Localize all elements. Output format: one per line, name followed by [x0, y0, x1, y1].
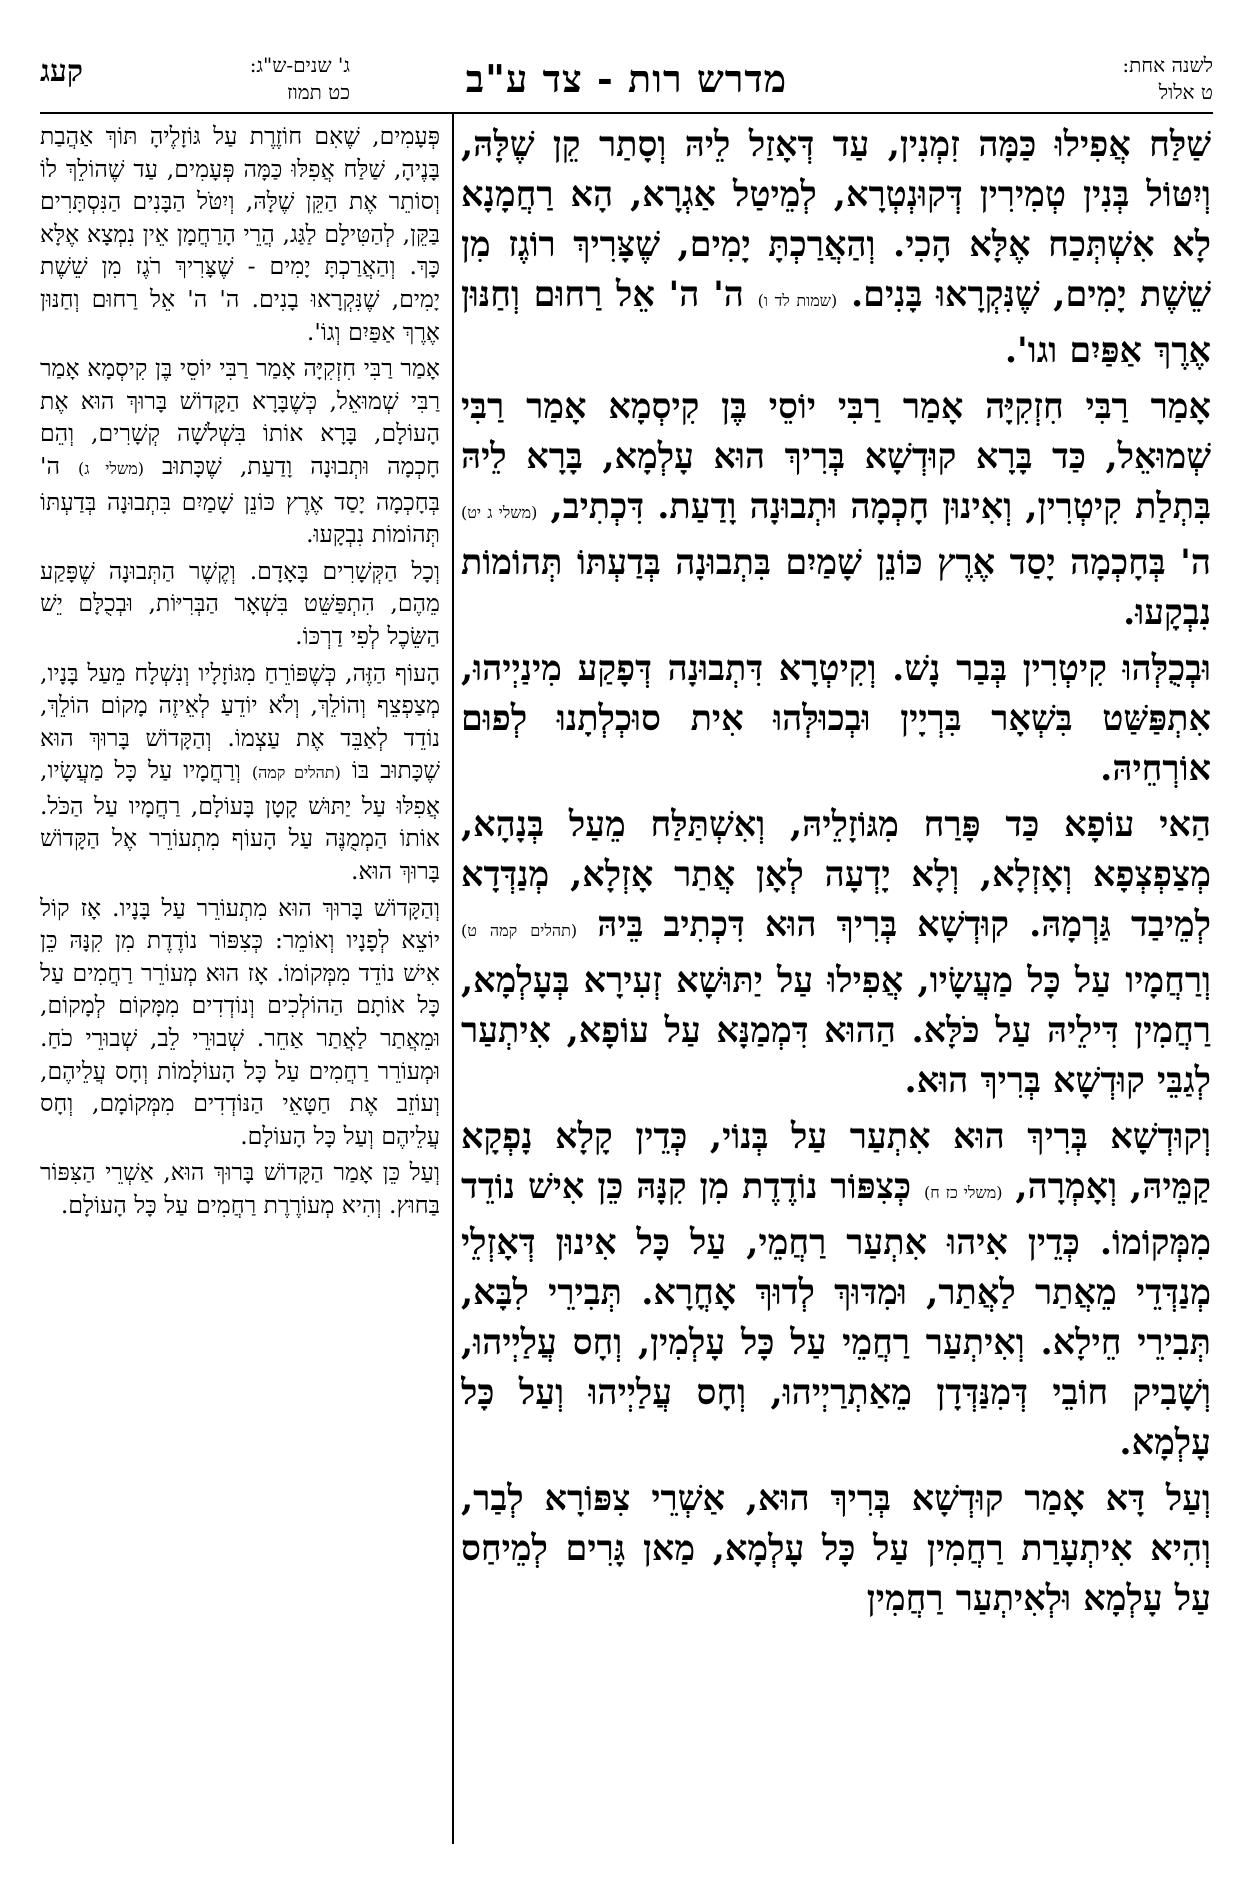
citation: (משלי ג) — [78, 458, 144, 478]
citation: (תהלים קמה ט) — [461, 921, 578, 940]
side-paragraph — [40, 352, 440, 551]
side-text: וְרַחֲמָיו עַל כָּל מַעֲשָׂיו, אֲפִלּוּ עַל יַתּוּשׁ קָטָן בָּעוֹלָם, רַחֲמָיו עַל הַכֹּל. אוֹתוֹ הַמְמֻנֶּה עַל הָעוֹף מִתְעוֹרֵר אֶל הַקָּדוֹשׁ בָּרוּךְ הוּא. — [40, 756, 440, 886]
page-number: קעג — [40, 54, 83, 89]
side-column-hebrew-translation — [40, 120, 440, 1860]
main-paragraph — [461, 382, 1211, 638]
header-left-line2: כט תמוז — [287, 80, 350, 104]
main-text: וּבְכֻלְּהוּ קִיטְרִין בְּבַר נָשׁ. וְקִיטְרָא דִּתְבוּנָה דְּפָקַע מִינַיְיהוּ, אִתְפַּשַּׁט בִּשְׁאָר בִּרְיָין וּבְכוּלְּהוּ אִית סוּכְלְתָנוּ לְפוּם אוֹרְחֵיהּ. — [461, 648, 1211, 789]
citation: (שמות לד ו) — [757, 291, 838, 310]
header-left-dates — [150, 52, 350, 106]
header-right-line1: לשנה אחת: — [1122, 53, 1213, 77]
side-paragraph — [40, 892, 440, 1153]
side-text: ה' בְּחָכְמָה יָסַד אֶרֶץ כּוֹנֵן שָׁמַיִם בִּתְבוּנָה בְּדַעְתּוֹ תְּהוֹמוֹת נִבְקָעוּ. — [40, 451, 440, 549]
side-text: וְכָל הַקְּשָׁרִים בָּאָדָם. וְקֶשֶׁר הַתְּבוּנָה שֶׁפָּקַע מֵהֶם, הִתְפַּשֵּׁט בִּשְׁאָר הַבְּרִיּוֹת, וּבְכֻלָּם יֵשׁ הַשֵּׂכֶל לְפִי דַרְכּוֹ. — [40, 556, 440, 650]
side-paragraph — [40, 1156, 440, 1221]
side-paragraph — [40, 555, 440, 653]
side-paragraph — [40, 657, 440, 888]
main-text: אָמַר רַבִּי חִזְקִיָּה אָמַר רַבִּי יוֹסֵי בֶּן קִיסְמָא אָמַר רַבִּי שְׁמוּאֵל, כַּד בָּרָא קוּדְשָׁא בְּרִיךְ הוּא עָלְמָא, בָּרָא לֵיהּ בִּתְלַת קִיטְרִין, וְאִינוּן חָכְמָה וּתְבוּנָה וָדַעַת. דִּכְתִיב, — [461, 386, 1211, 527]
main-text: וְרַחֲמָיו עַל כָּל מַעֲשָׂיו, אֲפִילוּ עַל יַתּוּשָׁא זְעִירָא בְּעָלְמָא, רַחֲמִין דִּילֵיהּ עַל כֹּלָּא. הַהוּא דִּמְמַנָּא עַל עוֹפָא, אִיתְעַר לְגַבֵּי קוּדְשָׁא בְּרִיךְ הוּא. — [461, 960, 1211, 1101]
side-text: וְעַל כֵּן אָמַר הַקָּדוֹשׁ בָּרוּךְ הוּא, אַשְׁרֵי הַצִּפּוֹר בַּחוּץ. וְהִיא מְעוֹרֶרֶת רַחֲמִים עַל כָּל הָעוֹלָם. — [40, 1158, 440, 1219]
main-paragraph — [461, 800, 1211, 1106]
main-text: וְקוּדְשָׁא בְּרִיךְ הוּא אִתְעַר עַל בְּנוֹי, כְּדֵין קָלָא נָפְקָא קַמֵּיהּ, וְאָמְרָה, — [461, 1116, 1211, 1207]
main-paragraph — [461, 120, 1211, 376]
side-text: הָעוֹף הַזֶּה, כְּשֶׁפּוֹרֵחַ מִגּוֹזָלָיו וְנִשְׁלָח מֵעַל בָּנָיו, מְצַפְצֵף וְהוֹלֵךְ, וְלֹא יוֹדֵעַ לְאֵיזֶה מָקוֹם הוֹלֵךְ, נוֹדֵד לְאַבֵּד אֶת עַצְמוֹ. וְהַקָּדוֹשׁ בָּרוּךְ הוּא שֶׁכָּתוּב בּוֹ — [40, 658, 440, 785]
main-paragraph — [461, 1112, 1211, 1468]
main-text: הַאי עוֹפָא כַּד פָּרַח מִגּוֹזָלֵיהּ, וְאִשְׁתַּלַּח מֵעַל בְּנָהָא, מְצַפְצְפָא וְאָזְלָא, וְלָא יָדְעָה לְאָן אֲתַר אָזְלָא, מְנַדְּדָא לְמֵיבַד גַּרְמָהּ. קוּדְשָׁא בְּרִיךְ הוּא דִּכְתִיב בֵּיהּ — [461, 804, 1211, 945]
header-left-line1: ג' שנים-ש"ג: — [249, 53, 350, 77]
main-text: וְעַל דָּא אָמַר קוּדְשָׁא בְּרִיךְ הוּא, אַשְׁרֵי צִפּוֹרָא לְבַר, וְהִיא אִיתְעָרַת רַחֲמִין עַל כָּל עָלְמָא, מַאן גָּרִים לְמֵיחַס עַל עָלְמָא וּלְאִיתְעַר רַחֲמִין — [461, 1478, 1211, 1619]
citation: (תהלים קמה) — [251, 763, 341, 783]
column-divider — [452, 114, 454, 1844]
side-text: וְהַקָּדוֹשׁ בָּרוּךְ הוּא מִתְעוֹרֵר עַל בָּנָיו. אָז קוֹל יוֹצֵא לְפָנָיו וְאוֹמֵר: כְּצִפּוֹר נוֹדֶדֶת מִן קִנָּהּ כֵּן אִישׁ נוֹדֵד מִמְּקוֹמוֹ. אָז הוּא מְעוֹרֵר רַחֲמִים עַל כָּל אוֹתָם הַהוֹלְכִים וְנוֹדְדִים מִמָּקוֹם לְמָקוֹם, וּמֵאֲתַר לַאֲתַר אַחֵר. שְׁבוּרֵי לֵב, שְׁבוּרֵי כֹחַ. וּמְעוֹרֵר רַחֲמִים עַל כָּל הָעוֹלָמוֹת וְחָס עֲלֵיהֶם, וְעוֹזֵב אֶת חַטָּאֵי הַנּוֹדְדִים מִמְּקוֹמָם, וְחָס עֲלֵיהֶם וְעַל כָּל הָעוֹלָם. — [40, 893, 440, 1150]
citation: (משלי כז ח) — [924, 1183, 1003, 1202]
citation: (משלי ג יט) — [461, 503, 538, 522]
main-paragraph — [461, 644, 1211, 794]
main-paragraph — [461, 1474, 1211, 1624]
main-text: שַׁלַּח אֲפִילוּ כַּמָּה זִמְנִין, עַד דְּאָזַל לֵיהּ וְסָתַר קֵן שֶׁלָּהּ, וְיִטּוֹל בְּנִין טְמִירִין דְּקוּנְטְרָא, לְמֵיטַל אַגְרָא, הָא רַחֲמָנָא לָא אִשְׁתְּכַח אֶלָּא הָכִי. וְהַאֲרַכְתָּ יָמִים, שֶׁצָּרִיךְ רוֹגֶז מִן שֵׁשֶׁת יָמִים, שֶׁנִּקְרָאוּ בָּנִים. — [461, 124, 1211, 315]
main-text: ה' בְּחָכְמָה יָסַד אֶרֶץ כּוֹנֵן שָׁמַיִם בִּתְבוּנָה בְּדַעְתּוֹ תְּהוֹמוֹת נִבְקָעוּ. — [461, 542, 1211, 633]
main-text: כְּצִפּוֹר נוֹדֶדֶת מִן קִנָּהּ כֵּן אִישׁ נוֹדֵד מִמְּקוֹמוֹ. כְּדֵין אִיהוּ אִתְעַר רַחֲמֵי, עַל כָּל אִינוּן דְּאָזְלֵי מְנַדְּדֵי מֵאֲתַר לַאֲתַר, וּמִדּוּךְ לְדוּךְ אָחֳרָא. תְּבִירֵי לִבָּא, תְּבִירֵי חֵילָא. וְאִיתְעַר רַחֲמֵי עַל כָּל עָלְמִין, וְחָס עֲלַיְיהוּ, וְשָׁבִיק חוֹבֵי דְּמִנַּדְּדָן מֵאַתְרַיְיהוּ, וְחָס עֲלַיְיהוּ וְעַל כָּל עָלְמָא. — [461, 1166, 1211, 1463]
main-column-aramaic — [461, 120, 1211, 1860]
header-right-line2: ט אלול — [1158, 80, 1213, 104]
side-paragraph — [40, 120, 440, 348]
side-text: אָמַר רַבִּי חִזְקִיָּה אָמַר רַבִּי יוֹסֵי בֶּן קִיסְמָא אָמַר רַבִּי שְׁמוּאֵל, כְּשֶׁבָּרָא הַקָּדוֹשׁ בָּרוּךְ הוּא אֶת הָעוֹלָם, בָּרָא אוֹתוֹ בִּשְׁלֹשָׁה קְשָׁרִים, וְהֵם חָכְמָה וּתְבוּנָה וָדַעַת, שֶׁכָּתוּב — [40, 354, 440, 480]
page-title: מדרש רות - צד ע"ב — [465, 56, 788, 101]
side-text: פְּעָמִים, שֶׁאִם חוֹזֶרֶת עַל גּוֹזָלֶיהָ תּוֹךְ אַהֲבַת בָּנֶיהָ, שַׁלַּח אֲפִלּוּ כַּמָּה פְּעָמִים, עַד שֶׁהוֹלֵךְ לוֹ וְסוֹתֵר אֶת הַקֵּן שֶׁלָּהּ, וְיִטֹּל הַבָּנִים הַנִּסְתָּרִים בַּקֵּן, לְהַטִּילָם לַגַּג, הֲרֵי הָרַחֲמָן אֵין נִמְצָא אֶלָּא כָּךְ. וְהַאֲרַכְתָּ יָמִים - שֶׁצָּרִיךְ רֹגֶז מִן שֵׁשֶׁת יָמִים, שֶׁנִּקְרָאוּ בָנִים. ה' ה' אֵל רַחוּם וְחַנּוּן אֶרֶךְ אַפַּיִם וְגוֹ'. — [40, 122, 440, 346]
main-text: ה' ה' אֵל רַחוּם וְחַנּוּן אֶרֶךְ אַפַּיִם וגו'. — [461, 274, 1211, 371]
header-divider — [40, 112, 1213, 114]
page-header — [40, 52, 1213, 110]
